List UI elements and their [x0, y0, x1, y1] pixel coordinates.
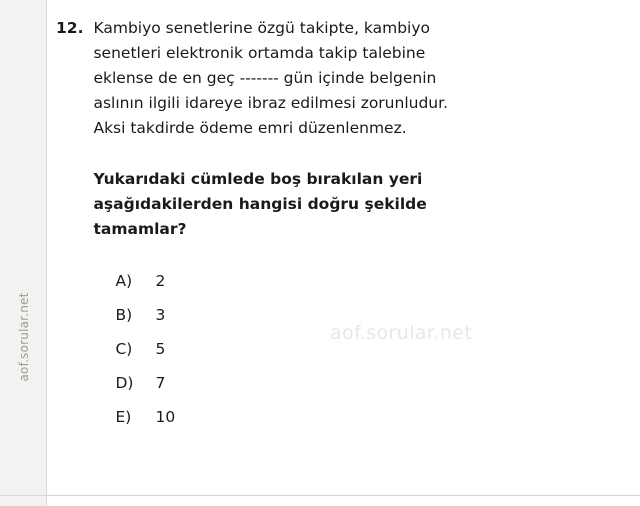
answer-options [93, 264, 618, 434]
prompt-line: Yukarıdaki cümlede boş bırakılan yeri [93, 170, 423, 188]
left-margin-strip [0, 0, 47, 506]
question-line: Kambiyo senetlerine özgü takipte, kambiyo [93, 19, 431, 37]
option-b[interactable] [115, 298, 618, 332]
question-line: aslının ilgili idareye ibraz edilmesi zorunludur. [93, 94, 449, 112]
question-content [46, 0, 640, 506]
option-c[interactable] [115, 332, 618, 366]
question-body [93, 16, 618, 434]
option-a[interactable] [115, 264, 618, 298]
bottom-divider [0, 495, 640, 496]
option-value: 5 [155, 340, 166, 358]
question-line: eklense de en geç ------- gün içinde belgenin [93, 69, 437, 87]
prompt-line: aşağıdakilerden hangisi doğru şekilde [93, 195, 427, 213]
side-watermark: aof.sorular.net [17, 292, 31, 382]
center-watermark: aof.sorular.net [330, 322, 473, 344]
option-value: 2 [155, 272, 166, 290]
option-value: 10 [155, 408, 176, 426]
option-e[interactable] [115, 400, 618, 434]
option-d[interactable] [115, 366, 618, 400]
option-letter: D) [115, 374, 134, 392]
question-line: senetleri elektronik ortamda takip talebine [93, 44, 426, 62]
option-value: 3 [155, 306, 166, 324]
question-block [56, 16, 618, 434]
prompt-line: tamamlar? [93, 220, 187, 238]
option-letter: E) [115, 408, 132, 426]
question-text [93, 16, 618, 141]
option-letter: A) [115, 272, 133, 290]
question-prompt [93, 167, 618, 242]
option-value: 7 [155, 374, 166, 392]
option-letter: C) [115, 340, 133, 358]
option-letter: B) [115, 306, 133, 324]
question-number: 12. [56, 19, 84, 37]
question-line: Aksi takdirde ödeme emri düzenlenmez. [93, 119, 407, 137]
